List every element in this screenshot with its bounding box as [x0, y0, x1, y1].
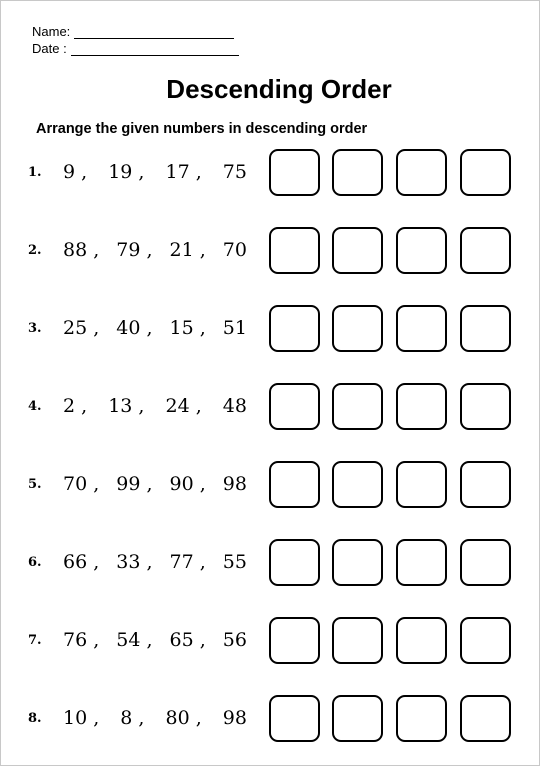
number-list: [63, 394, 247, 418]
number-value: 40 ,: [116, 317, 153, 339]
number-list: [63, 628, 247, 652]
number-value: 51: [222, 317, 247, 339]
question-number: 4.: [28, 399, 42, 414]
answer-box-4[interactable]: [460, 383, 511, 430]
question-number: 2.: [28, 243, 42, 258]
answer-box-1[interactable]: [269, 149, 320, 196]
instruction-text: Arrange the given numbers in descending order: [36, 121, 368, 137]
question-number: 7.: [28, 633, 42, 648]
number-value: 65 ,: [169, 629, 206, 651]
name-label: Name:: [32, 24, 71, 39]
answer-box-1[interactable]: [269, 539, 320, 586]
answer-box-2[interactable]: [332, 383, 383, 430]
answer-box-4[interactable]: [460, 539, 511, 586]
number-value: 70 ,: [63, 473, 100, 495]
answer-box-4[interactable]: [460, 695, 511, 742]
answer-box-2[interactable]: [332, 227, 383, 274]
number-value: 54 ,: [116, 629, 153, 651]
number-value: 55: [222, 551, 247, 573]
number-value: 21 ,: [169, 239, 206, 261]
answer-box-4[interactable]: [460, 305, 511, 352]
number-list: [63, 316, 247, 340]
number-value: 70: [222, 239, 247, 261]
answer-box-3[interactable]: [396, 539, 447, 586]
answer-box-3[interactable]: [396, 149, 447, 196]
answer-box-2[interactable]: [332, 305, 383, 352]
date-line[interactable]: [71, 43, 239, 56]
number-value: 75: [222, 161, 247, 183]
answer-box-3[interactable]: [396, 227, 447, 274]
page-title: Descending Order: [166, 74, 392, 104]
number-value: 33 ,: [116, 551, 153, 573]
answer-box-2[interactable]: [332, 149, 383, 196]
answer-box-4[interactable]: [460, 617, 511, 664]
number-value: 24 ,: [165, 395, 202, 417]
number-list: [63, 706, 247, 730]
name-line[interactable]: [74, 26, 234, 39]
number-list: [63, 238, 247, 262]
number-value: 8 ,: [120, 707, 145, 729]
answer-box-1[interactable]: [269, 461, 320, 508]
answer-box-1[interactable]: [269, 617, 320, 664]
question-number: 3.: [28, 321, 42, 336]
answer-box-3[interactable]: [396, 305, 447, 352]
number-value: 66 ,: [63, 551, 100, 573]
question-row-6: [1, 539, 539, 589]
number-value: 99 ,: [116, 473, 153, 495]
number-value: 15 ,: [169, 317, 206, 339]
number-value: 56: [222, 629, 247, 651]
answer-box-1[interactable]: [269, 305, 320, 352]
answer-box-3[interactable]: [396, 461, 447, 508]
question-row-5: [1, 461, 539, 511]
question-number: 6.: [28, 555, 42, 570]
answer-box-3[interactable]: [396, 695, 447, 742]
date-label: Date :: [32, 41, 67, 56]
question-number: 8.: [28, 711, 42, 726]
answer-box-1[interactable]: [269, 383, 320, 430]
answer-box-1[interactable]: [269, 227, 320, 274]
answer-box-4[interactable]: [460, 227, 511, 274]
number-value: 9 ,: [63, 161, 88, 183]
number-list: [63, 160, 247, 184]
question-number: 1.: [28, 165, 42, 180]
question-row-2: [1, 227, 539, 277]
number-value: 98: [222, 707, 247, 729]
answer-box-2[interactable]: [332, 539, 383, 586]
answer-box-1[interactable]: [269, 695, 320, 742]
question-row-7: [1, 617, 539, 667]
answer-box-2[interactable]: [332, 695, 383, 742]
number-list: [63, 472, 247, 496]
question-row-8: [1, 695, 539, 745]
answer-box-3[interactable]: [396, 383, 447, 430]
date-field: [32, 41, 239, 56]
number-value: 76 ,: [63, 629, 100, 651]
number-value: 10 ,: [63, 707, 100, 729]
number-value: 90 ,: [169, 473, 206, 495]
name-field: [32, 24, 234, 39]
number-value: 77 ,: [169, 551, 206, 573]
question-row-3: [1, 305, 539, 355]
answer-box-2[interactable]: [332, 461, 383, 508]
answer-box-2[interactable]: [332, 617, 383, 664]
number-value: 98: [222, 473, 247, 495]
answer-box-4[interactable]: [460, 461, 511, 508]
number-value: 17 ,: [165, 161, 202, 183]
answer-box-4[interactable]: [460, 149, 511, 196]
question-row-4: [1, 383, 539, 433]
number-value: 13 ,: [108, 395, 145, 417]
number-value: 79 ,: [116, 239, 153, 261]
number-value: 19 ,: [108, 161, 145, 183]
number-value: 25 ,: [63, 317, 100, 339]
number-value: 48: [222, 395, 247, 417]
question-row-1: [1, 149, 539, 199]
number-list: [63, 550, 247, 574]
number-value: 80 ,: [165, 707, 202, 729]
number-value: 2 ,: [63, 395, 88, 417]
number-value: 88 ,: [63, 239, 100, 261]
answer-box-3[interactable]: [396, 617, 447, 664]
question-number: 5.: [28, 477, 42, 492]
